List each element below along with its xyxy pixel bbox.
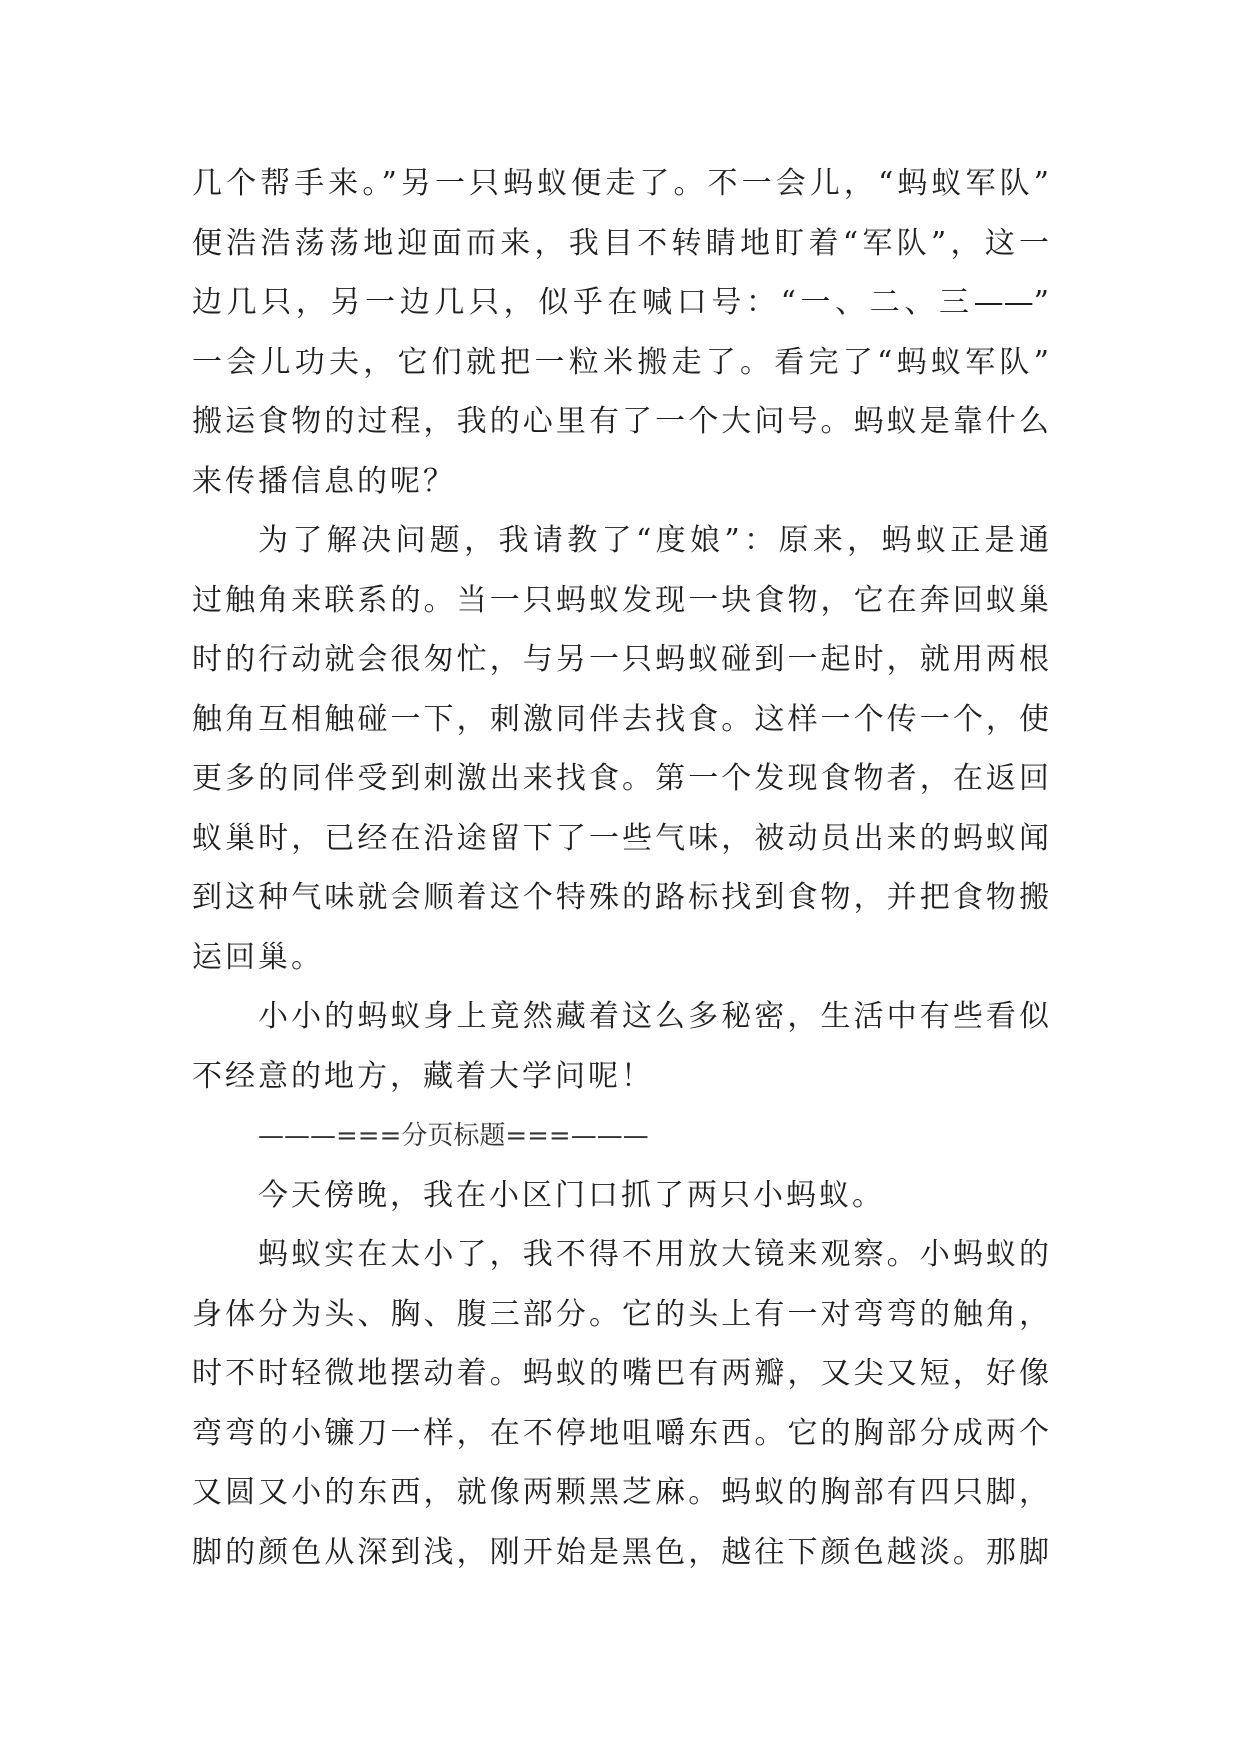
text-line: 不经意的地方，藏着大学问呢！ — [192, 1058, 654, 1094]
text-line: 运回巢。 — [192, 939, 324, 975]
text-line: 搬运食物的过程，我的心里有了一个大问号。蚂蚁是靠什么 — [192, 404, 1049, 439]
text-line: 身体分为头、胸、腹三部分。它的头上有一对弯弯的触角， — [192, 1296, 1049, 1332]
text-line: 弯弯的小镰刀一样，在不停地咀嚼东西。它的胸部分成两个 — [192, 1415, 1049, 1451]
text-line: 时的行动就会很匆忙，与另一只蚂蚁碰到一起时，就用两根 — [192, 642, 1049, 677]
text-line: 时不时轻微地摆动着。蚂蚁的嘴巴有两瓣，又尖又短，好像 — [192, 1356, 1049, 1391]
text-line: 过触角来联系的。当一只蚂蚁发现一块食物，它在奔回蚁巢 — [192, 582, 1049, 618]
text-line: 蚂蚁实在太小了，我不得不用放大镜来观察。小蚂蚁的 — [258, 1237, 1049, 1272]
text-line: 又圆又小的东西，就像两颗黑芝麻。蚂蚁的胸部有四只脚， — [192, 1475, 1049, 1510]
text-line: 边几只，另一边几只，似乎在喊口号：“一、二、三——” — [192, 285, 1049, 320]
text-line: 便浩浩荡荡地迎面而来，我目不转睛地盯着“军队”，这一 — [192, 225, 1049, 261]
text-line: 到这种气味就会顺着这个特殊的路标找到食物，并把食物搬 — [192, 880, 1049, 915]
page-break-title: ———===分页标题===——— — [258, 1121, 649, 1151]
text-line: 小小的蚂蚁身上竟然藏着这么多秘密，生活中有些看似 — [258, 999, 1049, 1034]
text-line: 为了解决问题，我请教了“度娘”：原来，蚂蚁正是通 — [258, 523, 1049, 558]
text-line: 几个帮手来。”另一只蚂蚁便走了。不一会儿，“蚂蚁军队” — [192, 166, 1049, 201]
text-line: 更多的同伴受到刺激出来找食。第一个发现食物者，在返回 — [192, 761, 1049, 796]
text-line: 一会儿功夫，它们就把一粒米搬走了。看完了“蚂蚁军队” — [192, 344, 1049, 380]
text-line: 脚的颜色从深到浅，刚开始是黑色，越往下颜色越淡。那脚 — [192, 1534, 1049, 1570]
text-line: 今天傍晚，我在小区门口抓了两只小蚂蚁。 — [258, 1177, 885, 1213]
text-line: 蚁巢时，已经在沿途留下了一些气味，被动员出来的蚂蚁闻 — [192, 820, 1049, 856]
text-line: 触角互相触碰一下，刺激同伴去找食。这样一个传一个，使 — [192, 701, 1049, 737]
text-line: 来传播信息的呢？ — [192, 463, 456, 499]
